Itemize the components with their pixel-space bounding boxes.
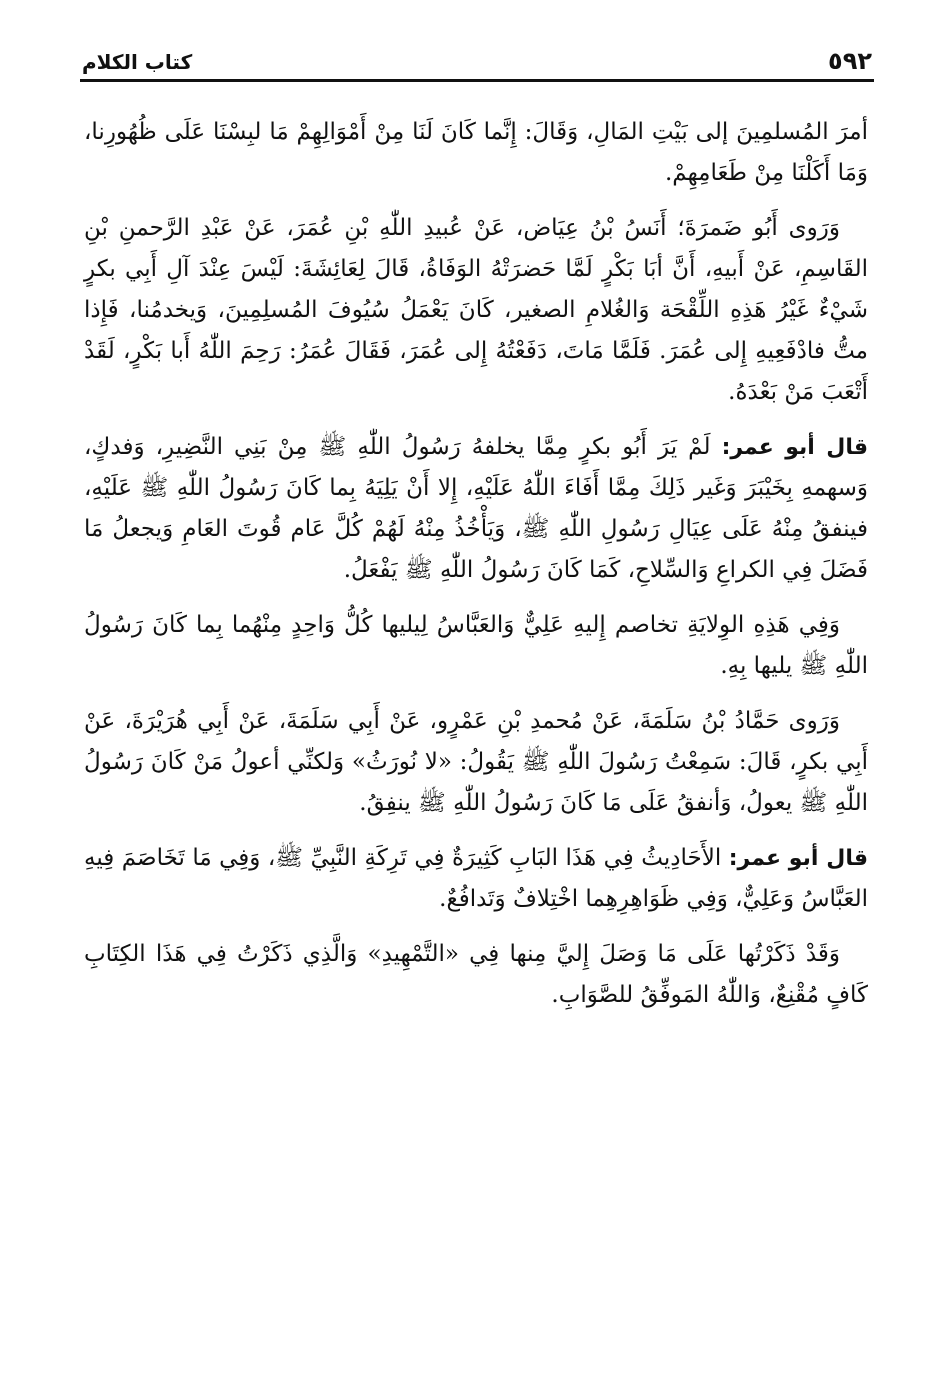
paragraph-text: أمرَ المُسلمِينَ إلى بَيْتِ المَالِ، وَقَالَ: إِنَّما كَانَ لَنَا مِنْ أَمْوَالِهِمْ مَا لبِسْنَا عَلَى ظُهُورِنا، وَمَا أَكَلْنَا مِنْ طَعَامِهِمْ. bbox=[84, 119, 868, 186]
speaker-label: قال أبو عمر: bbox=[728, 846, 868, 871]
paragraph-text: وَرَوى أَبُو ضَمرَةَ؛ أَنَسُ بْنُ عِيَاض، عَنْ عُبيدِ اللّٰهِ بْنِ عُمَرَ، عَنْ عَبْدِ الرَّحمنِ بْنِ القَاسِمِ، عَنْ أَبيهِ، أَنَّ أبَا بَكْرٍ لَمَّا حَضرَتْهُ الوَفَاةُ، قَالَ لِعَائِشَةَ: لَيْسَ عِنْدَ آلِ أَبِي بكرٍ شَيْءٌ غَيْرُ هَذِهِ اللِّقْحَة وَالغُلامِ الصغير، كَانَ يَعْمَلُ سُيُوفَ المُسلِمِينَ، وَيخدمُنا، فَإِذا متُّ فادْفَعِيهِ إِلى عُمَرَ. فَلَمَّا مَاتَ، دَفَعْتُهُ إِلى عُمَرَ، فَقَالَ عُمَرُ: رَحِمَ اللّٰهُ أَبا بَكْرٍ، لَقَدْ أَتْعَبَ مَنْ بَعْدَهُ. bbox=[84, 215, 868, 405]
paragraph-6 bbox=[84, 838, 868, 920]
header-rule bbox=[80, 79, 874, 82]
paragraph-5 bbox=[84, 701, 868, 824]
paragraph-7 bbox=[84, 934, 868, 1016]
page-body bbox=[84, 112, 868, 1030]
paragraph-text: وَفِي هَذِهِ الوِلايَةِ تخاصم إِليهِ عَلِيٌّ وَالعَبَّاسُ لِيليها كُلُّ وَاحِدٍ مِنْهُما بِما كَانَ رَسُولُ اللّٰهِ ﷺ يليها بِهِ. bbox=[84, 612, 868, 679]
speaker-label: قال أبو عمر: bbox=[721, 435, 869, 460]
running-header bbox=[82, 40, 872, 80]
paragraph-text: الأَحَادِيثُ فِي هَذَا البَابِ كَثِيرَةٌ فِي تَرِكَةِ النَّبِيِّ ﷺ، وَفِي مَا تَخَاصَمَ فِيهِ العَبَّاسُ وَعَلِيٌّ، وَفِي ظَوَاهِرِهِما اخْتِلافٌ وَتَدافُعٌ. bbox=[84, 845, 868, 912]
paragraph-4 bbox=[84, 605, 868, 687]
paragraph-1 bbox=[84, 112, 868, 194]
paragraph-text: وَقَدْ ذَكَرْتُها عَلَى مَا وَصَلَ إِليَّ مِنها فِي «التَّمْهِيدِ» وَالَّذِي ذَكَرْتُ فِي هَذَا الكِتَابِ كَافٍ مُقْنِعٌ، وَاللّٰهُ المَوفِّقُ للصَّوَابِ. bbox=[84, 941, 868, 1008]
paragraph-text: لَمْ يَرَ أَبُو بكرٍ مِمَّا يخلفهُ رَسُولُ اللّٰهِ ﷺ مِنْ بَنِي النَّضِيرِ، وَفدكٍ، وَسهمهِ بِخَيْبَرَ وَغَير ذَلِكَ مِمَّا أَفَاءَ اللّٰهُ عَلَيْهِ، إِلا أَنْ يَلِيَهُ بِما كَانَ رَسُولُ اللّٰهِ ﷺ عَلَيْهِ، فينفقُ مِنْهُ عَلَى عِيَالِ رَسُولِ اللّٰهِ ﷺ، وَيَأْخُذُ مِنْهُ لَهُمْ كُلَّ عَام قُوتَ العَامِ وَيجعلُ مَا فَضَلَ فِي الكراعِ وَالسِّلاحِ، كَمَا كَانَ رَسُولُ اللّٰهِ ﷺ يَفْعَلُ. bbox=[84, 434, 868, 583]
page-number: ٥٩٢ bbox=[828, 47, 872, 75]
paragraph-3 bbox=[84, 427, 868, 591]
paragraph-2 bbox=[84, 208, 868, 413]
book-title: كتاب الكلام bbox=[82, 50, 193, 74]
paragraph-text: وَرَوى حَمَّادُ بْنُ سَلَمَةَ، عَنْ مُحمدِ بْنِ عَمْرٍو، عَنْ أَبِي سَلَمَةَ، عَنْ أَبِي هُرَيْرَةَ، عَنْ أَبِي بكرٍ، قَالَ: سَمِعْتُ رَسُولَ اللّٰهِ ﷺ يَقُولُ: «لا نُورَثُ» وَلكنِّي أعولُ مَنْ كَانَ رَسُولُ اللّٰهِ ﷺ يعولُ، وَأنفقُ عَلَى مَا كَانَ رَسُولُ اللّٰهِ ﷺ ينفِقُ. bbox=[84, 708, 868, 816]
